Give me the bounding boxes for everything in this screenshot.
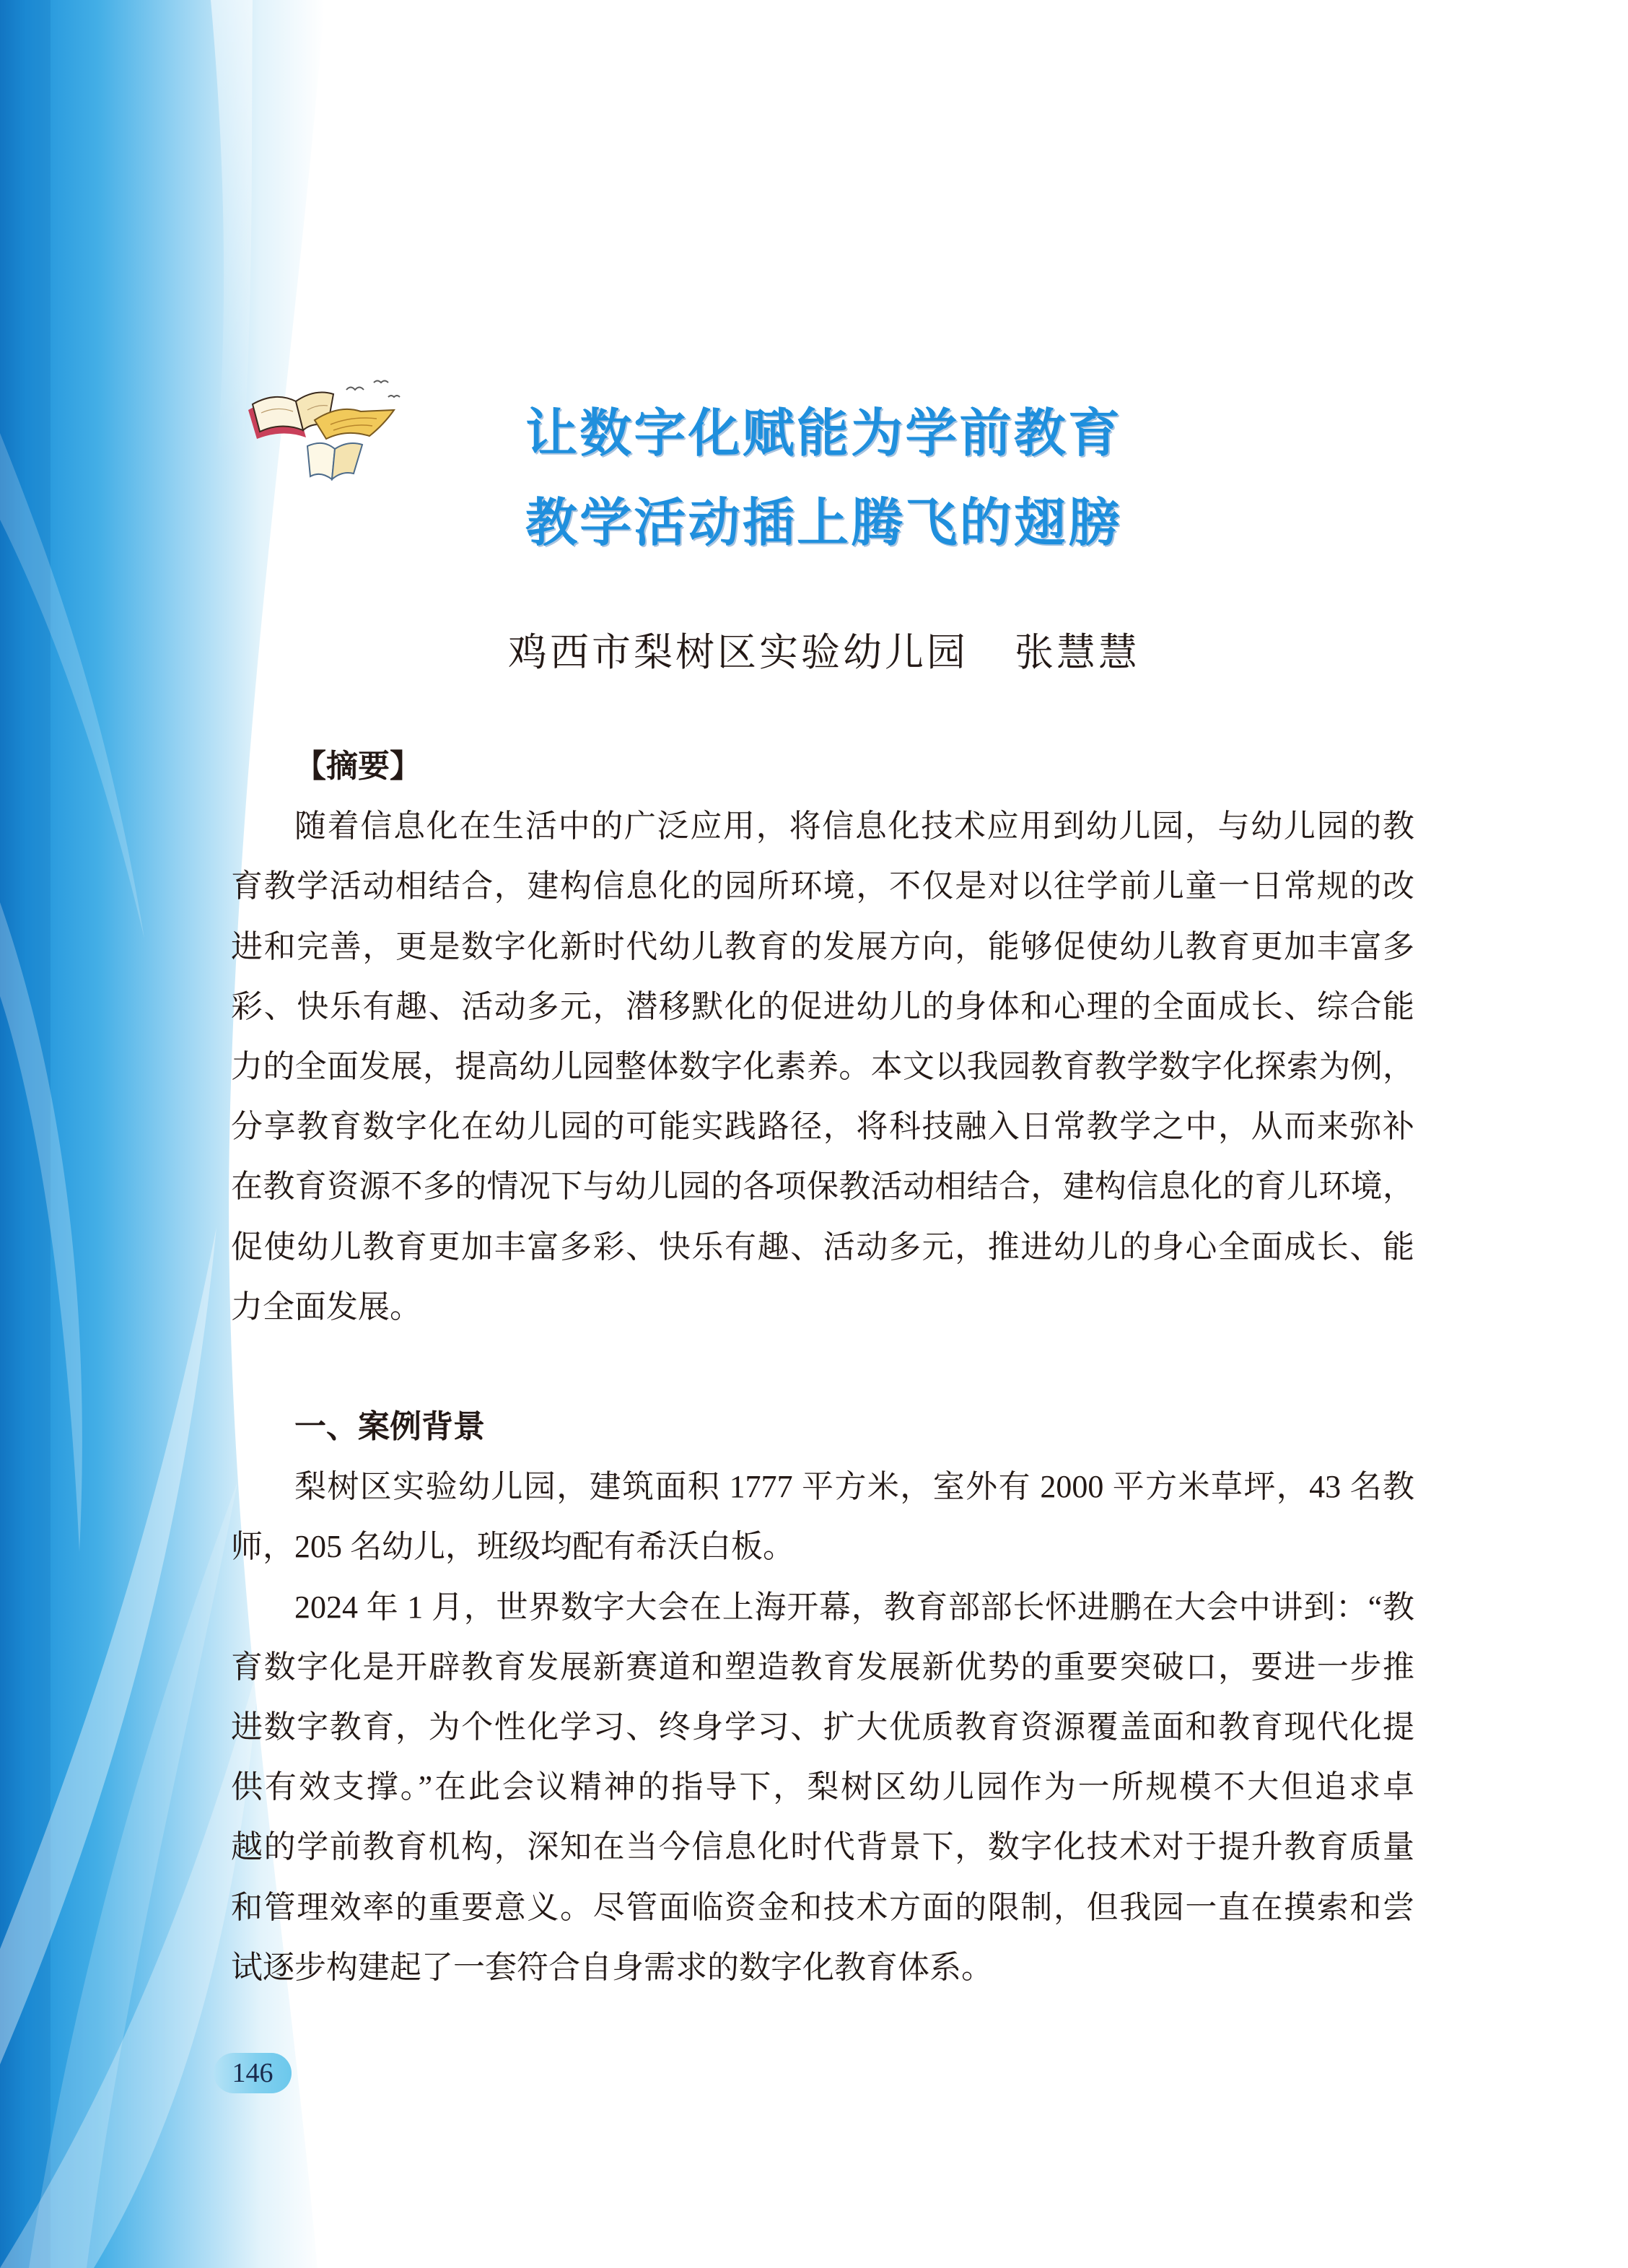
abstract-line: 进和完善，更是数字化新时代幼儿教育的发展方向，能够促使幼儿教育更加丰富多 [231,928,1414,964]
abstract-line: 力的全面发展，提高幼儿园整体数字化素养。本文以我园教育教学数字化探索为例， [231,1048,1414,1084]
abstract-line: 育教学活动相结合，建构信息化的园所环境，不仅是对以往学前儿童一日常规的改 [231,868,1414,904]
abstract-line: 分享教育数字化在幼儿园的可能实践路径，将科技融入日常教学之中，从而来弥补 [231,1109,1414,1145]
left-open-book [248,393,333,439]
title-line-1: 让数字化赋能为学前教育 [525,403,1120,463]
abstract-line: 力全面发展。 [231,1288,421,1325]
paragraph-line: 试逐步构建起了一套符合自身需求的数字化教育体系。 [231,1949,993,1985]
paragraph-spacer [231,1337,1414,1397]
abstract-line: 促使幼儿教育更加丰富多彩、快乐有趣、活动多元，推进幼儿的身心全面成长、能 [231,1229,1414,1265]
page-number: 146 [214,2053,292,2093]
paragraph-line: 越的学前教育机构，深知在当今信息化时代背景下，数字化技术对于提升教育质量 [231,1829,1414,1865]
article-body [231,736,1414,1997]
lower-book [307,443,362,479]
paragraph-line: 师，205 名幼儿，班级均配有希沃白板。 [231,1529,795,1565]
paragraph-line: 供有效支撑。”在此会议精神的指导下，梨树区幼儿园作为一所规模不大但追求卓 [231,1769,1414,1805]
title-line-2: 教学活动插上腾飞的翅膀 [525,492,1120,553]
golden-book [315,409,394,439]
author-organization: 鸡西市梨树区实验幼儿园 [508,629,968,675]
section-heading: 一、案例背景 [294,1408,485,1446]
paragraph-line: 梨树区实验幼儿园，建筑面积 1777 平方米，室外有 2000 平方米草坪，43 名教 [294,1469,1414,1505]
abstract-line: 在教育资源不多的情况下与幼儿园的各项保教活动相结合，建构信息化的育儿环境， [231,1169,1414,1205]
flying-birds [346,381,400,398]
paragraph-line: 进数字教育，为个性化学习、终身学习、扩大优质教育资源覆盖面和教育现代化提 [231,1709,1414,1745]
abstract-line: 随着信息化在生活中的广泛应用，将信息化技术应用到幼儿园，与幼儿园的教 [294,808,1414,845]
author-name: 张慧慧 [1015,629,1140,675]
abstract-heading: 【摘要】 [294,748,421,785]
open-book-icon [245,378,404,481]
paragraph-line: 2024 年 1 月，世界数字大会在上海开幕，教育部部长怀进鹏在大会中讲到：“教 [294,1589,1414,1625]
paragraph-line: 育数字化是开辟教育发展新赛道和塑造教育发展新优势的重要突破口，要进一步推 [231,1649,1414,1685]
abstract-line: 彩、快乐有趣、活动多元，潜移默化的促进幼儿的身体和心理的全面成长、综合能 [231,988,1414,1024]
paragraph-line: 和管理效率的重要意义。尽管面临资金和技术方面的限制，但我园一直在摸索和尝 [231,1889,1414,1925]
